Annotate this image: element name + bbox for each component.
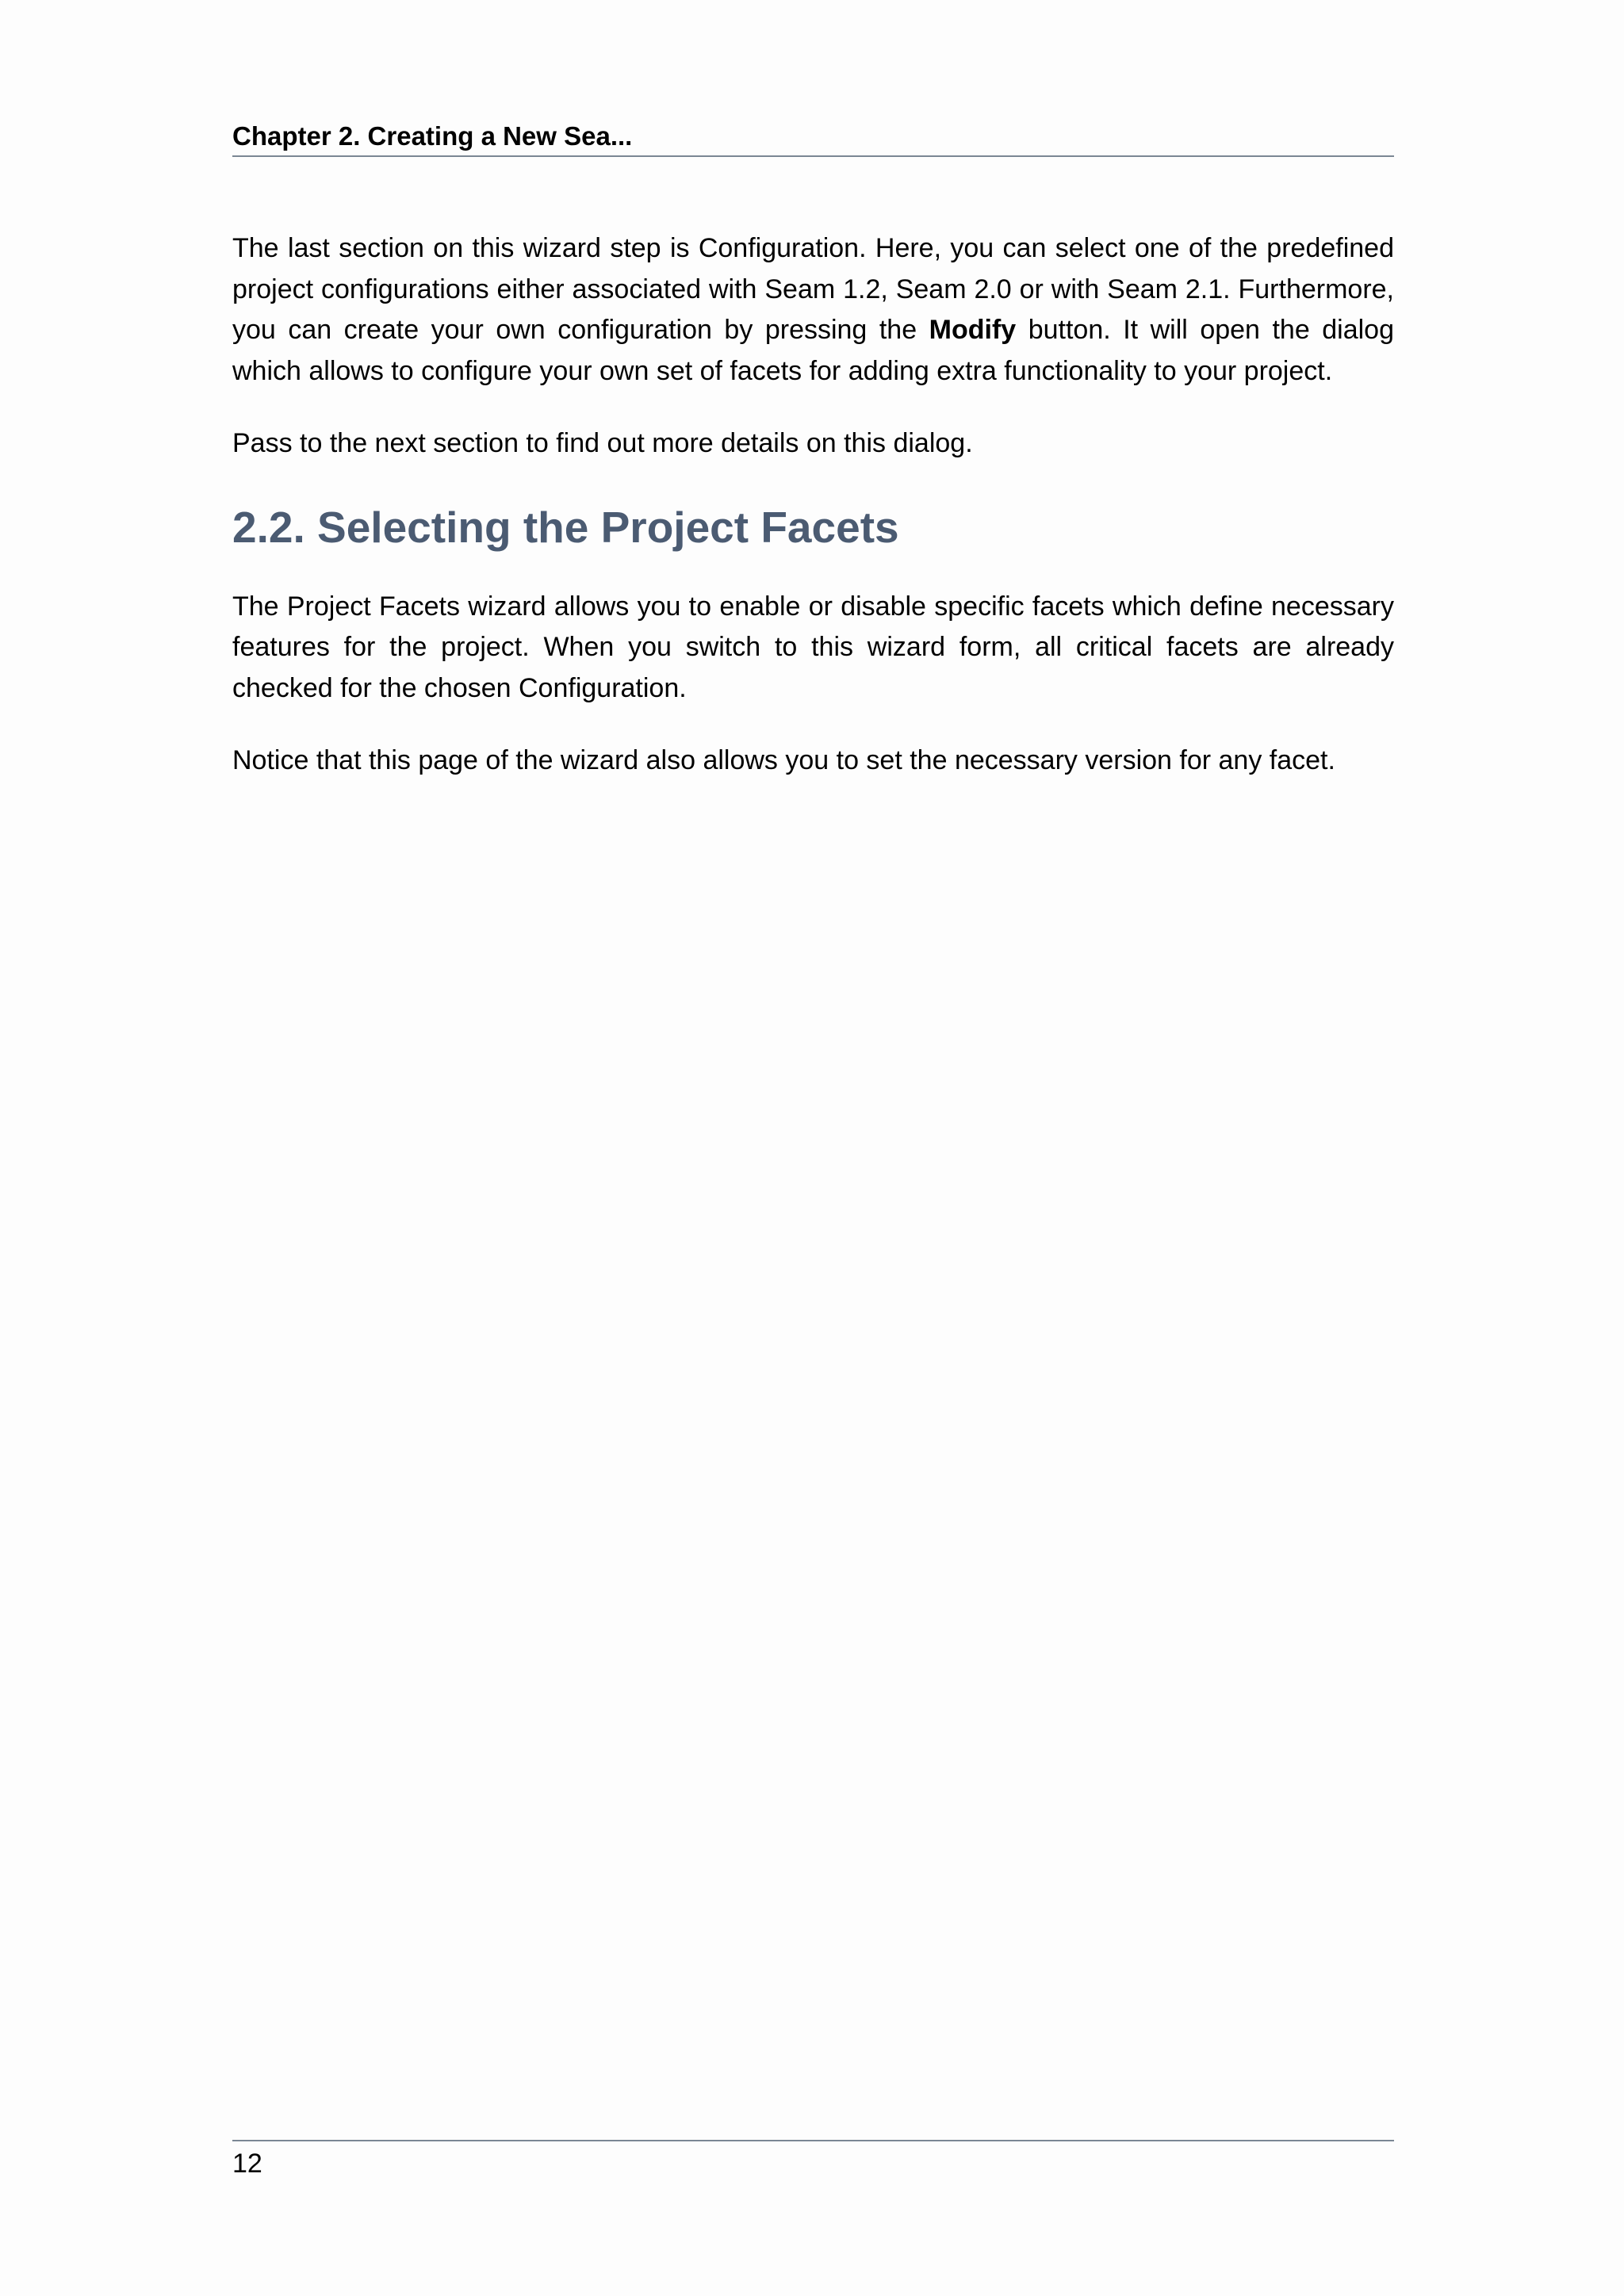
paragraph-configuration-text-start: The last section on this wizard step is Configuration. Here, you can select one of the predefined project configurations either associated with Seam 1.2, Seam 2.0 or with Seam 2.1. Furthermore, you can create your own configuration by pressing the <box>232 233 1394 345</box>
chapter-title: Chapter 2. Creating a New Sea... <box>232 121 633 151</box>
paragraph-next-section: Pass to the next section to find out more details on this dialog. <box>232 428 973 458</box>
page-number: 12 <box>232 2149 262 2179</box>
paragraph-configuration <box>232 228 1394 392</box>
section-heading: 2.2. Selecting the Project Facets <box>232 502 899 552</box>
paragraph-configuration-text-end: button. It will open the dialog which allows to configure your own set of facets for adding extra functionality to your project. <box>232 315 1394 386</box>
running-header <box>232 114 1394 157</box>
paragraph-project-facets: The Project Facets wizard allows you to enable or disable specific facets which define necessary features for the project. When you switch to this wizard form, all critical facets are already checked for the chosen Configuration. <box>232 591 1394 703</box>
page-content <box>232 228 1394 782</box>
paragraph-facet-version: Notice that this page of the wizard also allows you to set the necessary version for any facet. <box>232 745 1335 775</box>
modify-term: Modify <box>929 315 1017 345</box>
running-footer <box>232 2140 1394 2179</box>
